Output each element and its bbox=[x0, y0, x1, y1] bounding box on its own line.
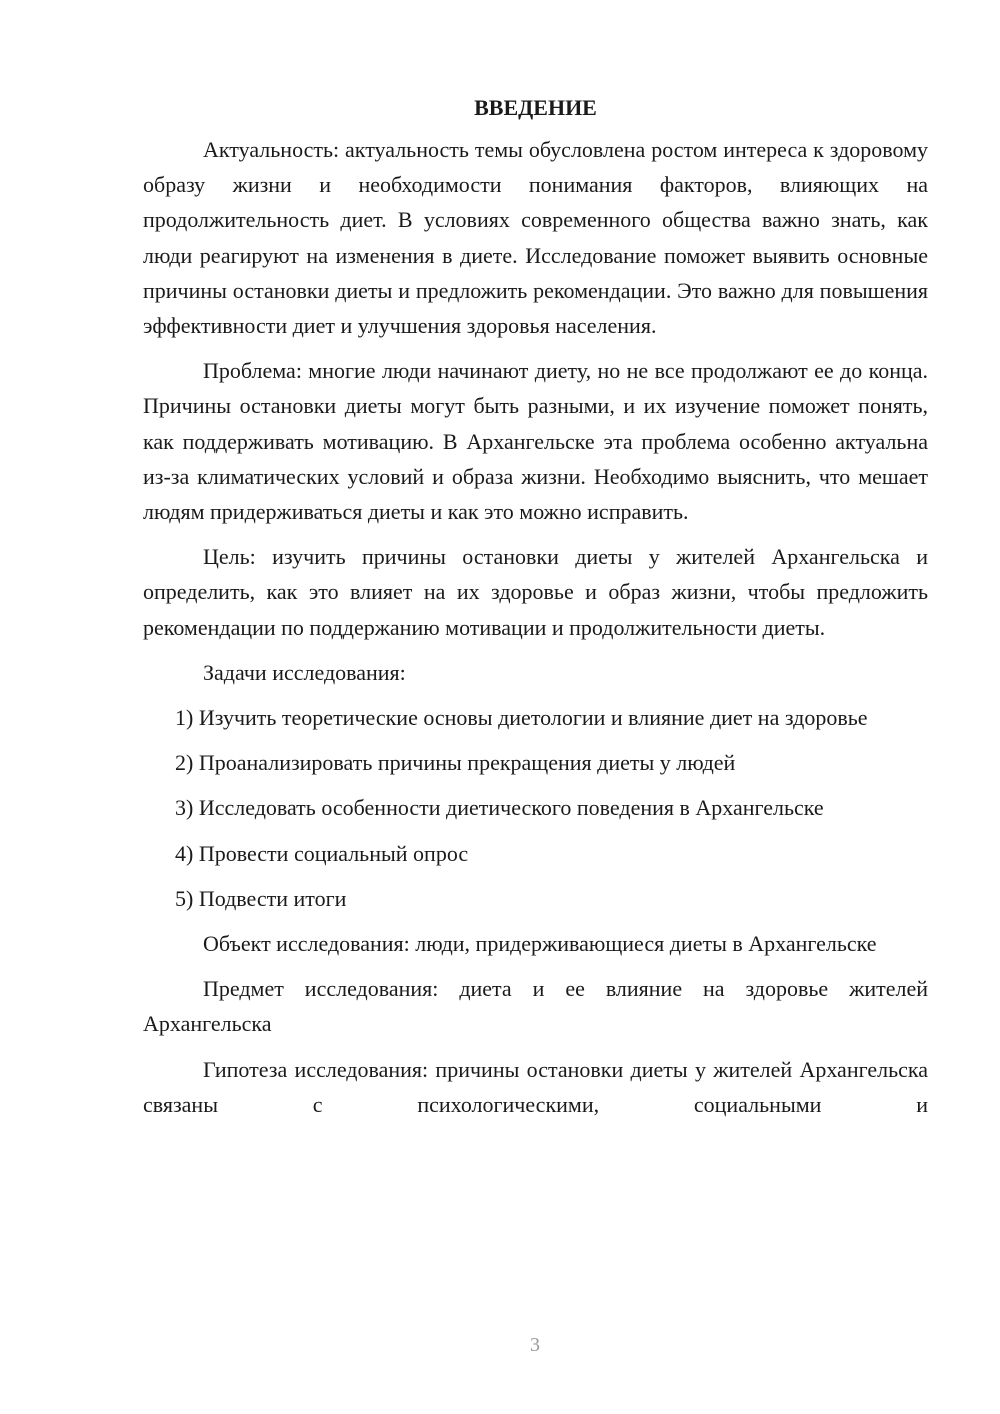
tasks-title: Задачи исследования: bbox=[203, 659, 406, 685]
paragraph-problem: Проблема: многие люди начинают диету, но не все продолжают ее до конца. Причины остановки диеты могут быть разными, и их изучение поможет понять, как поддерживать мотивацию. В Архангельске эта проблема особенно актуальна из-за климатических условий и образа жизни. Необходимо выяснить, что мешает людям придерживаться диеты и как это можно исправить. bbox=[143, 358, 928, 525]
paragraph-goal: Цель: изучить причины остановки диеты у жителей Архангельска и определить, как это влияет на их здоровье и образ жизни, чтобы предложить рекомендации по поддержанию мотивации и продолжительности диеты. bbox=[143, 544, 928, 640]
page-number: 3 bbox=[530, 1334, 540, 1356]
document-page bbox=[143, 90, 928, 1132]
task-item-1: 1) Изучить теоретические основы диетологии и влияние диет на здоровье bbox=[175, 705, 868, 731]
paragraph-object: Объект исследования: люди, придерживающиеся диеты в Архангельске bbox=[203, 931, 877, 957]
task-item-3: 3) Исследовать особенности диетического поведения в Архангельске bbox=[175, 795, 824, 821]
task-item-2: 2) Проанализировать причины прекращения диеты у людей bbox=[175, 750, 736, 776]
paragraph-subject: Предмет исследования: диета и ее влияние на здоровье жителей Архангельска bbox=[143, 976, 928, 1037]
paragraph-relevance: Актуальность: актуальность темы обусловлена ростом интереса к здоровому образу жизни и необходимости понимания факторов, влияющих на продолжительность диет. В условиях современного общества важно знать, как люди реагируют на изменения в диете. Исследование поможет выявить основные причины остановки диеты и предложить рекомендации. Это важно для повышения эффективности диет и улучшения здоровья населения. bbox=[143, 137, 928, 339]
task-item-4: 4) Провести социальный опрос bbox=[175, 840, 469, 866]
section-heading: ВВЕДЕНИЕ bbox=[474, 95, 597, 120]
paragraph-hypothesis: Гипотеза исследования: причины остановки диеты у жителей Архангельска связаны с психологическими, социальными и bbox=[143, 1056, 928, 1117]
task-item-5: 5) Подвести итоги bbox=[175, 885, 347, 911]
